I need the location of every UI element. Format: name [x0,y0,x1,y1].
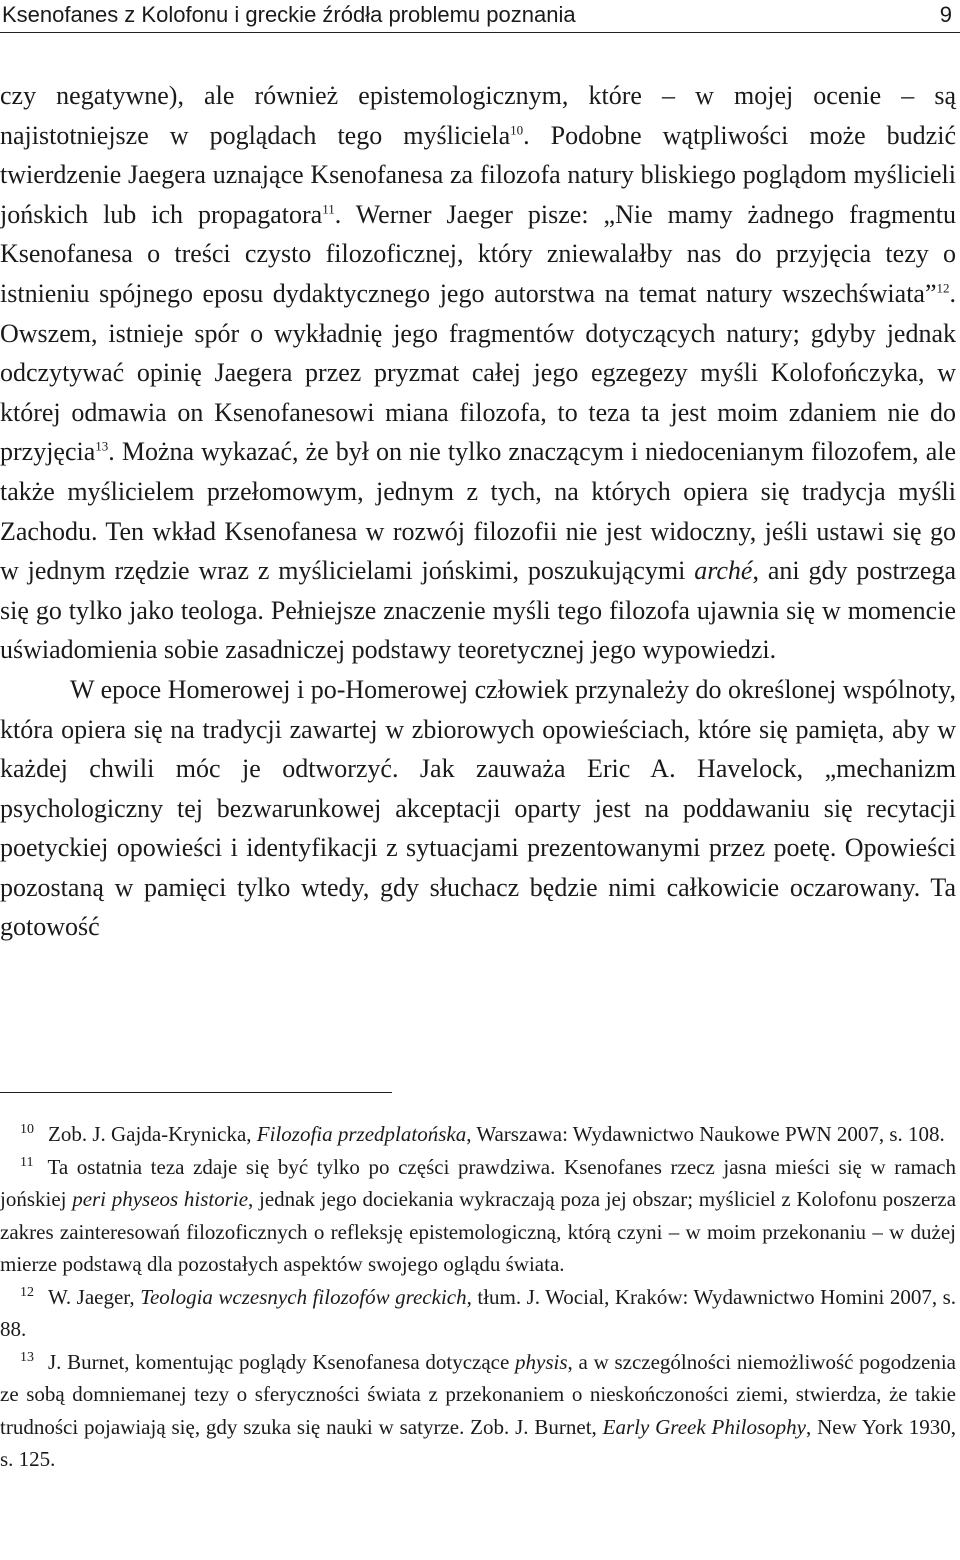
footnote: 10 Zob. J. Gajda-Krynicka, Filozofia przedplatońska, Warszawa: Wydawnictwo Naukowe PWN 2007, s. 108. [20,1122,945,1146]
footnote-text: , a w szczególności niemożliwość pogodzenia ze sobą domniemanej tezy o sferyczności świata z przekonaniem o nieskończoności ziemi, stwierdza, że takie trudności pojawiają się, gdy szuka się nauki w satyrze. Zob. J. Burnet, [0,1349,956,1439]
footnote: 12 W. Jaeger, Teologia wczesnych filozofów greckich, tłum. J. Wocial, Kraków: Wydawnictwo Homini 2007, s. 88. [0,1284,957,1341]
running-head [0,0,960,33]
footnote: 11 Ta ostatnia teza zdaje się być tylko po części prawdziwa. Ksenofanes rzecz jasna mieści się w ramach jońskiej peri physeos historie, jednak jego dociekania wykraczają poza jej obszar; myśliciel z Kolofonu poszerza zakres zainteresowań filozoficznych o refleksję epistemologiczną, którą czyni – w moim przekonaniu – w dużej mierze podstawą dla pozostałych aspektów swojego oglądu świata. [0,1154,957,1276]
footnote-text: Zob. J. Gajda-Krynicka, [48,1122,257,1146]
footnote-italic-text: Teologia wczesnych filozofów greckich [140,1284,467,1309]
paragraph [0,76,956,670]
footnote-italic-text: Early Greek Philosophy [602,1414,807,1439]
paragraph [0,670,956,947]
footnote: 13 J. Burnet, komentując poglądy Ksenofanesa dotyczące physis, a w szczególności niemożliwość pogodzenia ze sobą domniemanej tezy o sferyczności świata z przekonaniem o nieskończoności ziemi, stwierdza, że takie trudności pojawiają się, gdy szuka się nauki w satyrze. Zob. J. Burnet, Early Greek Philosophy, New York 1930, s. 125. [0,1349,956,1471]
paragraph-text: . Podobne wątpliwości może budzić twierdzenie Jaegera uznające Ksenofanesa za filozofa natury bliskiego poglądom myślicieli jońskich lub ich propagatora [0,120,956,229]
paragraph-text: . Można wykazać, że był on nie tylko znaczącym i niedocenianym filozofem, ale także myślicielem przełomowym, jednym z tych, na których opiera się tradycja myśli Zachodu. Ten wkład Ksenofanesa w rozwój filozofii nie jest widoczny, jeśli ustawi się go w jednym rzędzie wraz z myślicielami jońskimi, poszukującymi [0,437,956,586]
footnote-reference: 13 [95,438,109,454]
footnote-text: , jednak jego dociekania wykraczają poza jej obszar; myśliciel z Kolofonu poszerza zakres zainteresowań filozoficznych o refleksję epistemologiczną, którą czyni – w moim przekonaniu – w dużej mierze podstawą dla pozostałych aspektów swojego oglądu świata. [0,1187,957,1276]
paragraph-text: W epoce Homerowej i po-Homerowej człowiek przynależy do określonej wspólnoty, która opiera się na tradycji zawartej w zbiorowych opowieściach, które się pamięta, aby w każdej chwili móc je odtworzyć. Jak zauważa Eric A. Havelock, „mechanizm psychologiczny tej bezwarunkowej akceptacji oparty jest na poddawaniu się recytacji poetyckiej opowieści i identyfikacji z sytuacjami prezentowanymi przez poetę. Opowieści pozostaną w pamięci tylko wtedy, gdy słuchacz będzie nimi całkowicie oczarowany. Ta gotowość [0,674,956,942]
main-text [0,76,956,947]
footnote-text: , Warszawa: Wydawnictwo Naukowe PWN 2007, s. 108. [466,1122,945,1146]
footnote-reference: 11 [322,201,335,217]
footnote-text: Ta ostatnia teza zdaje się być tylko po części prawdziwa. Ksenofanes rzecz jasna mieści się w ramach jońskiej [0,1154,956,1211]
paragraph-text: . Owszem, istnieje spór o wykładnię jego fragmentów dotyczących natury; gdyby jednak odczytywać opinię Jaegera przez pryzmat całej jego egzegezy myśli Kolofończyka, w której odmawia on Ksenofanesowi miana filozofa, to teza ta jest moim zdaniem nie do przyjęcia [0,278,956,467]
footnote-text: J. Burnet, komentując poglądy Ksenofanesa dotyczące [48,1349,516,1374]
footnotes [0,1118,956,1476]
footnote-italic-text: physis [515,1349,568,1374]
footnote-italic-text: peri physeos historie [72,1187,249,1211]
footnote-text: , tłum. J. Wocial, Kraków: Wydawnictwo Homini 2007, s. 88. [0,1284,957,1341]
footnote-italic-text: Filozofia przedplatońska [256,1122,467,1146]
footnote-text: , New York 1930, s. 125. [0,1414,956,1471]
footnote-reference: 10 [510,121,524,137]
footnote-separator [0,1092,392,1093]
page-number: 9 [939,2,952,27]
paragraph-text: , ani gdy postrzega się go tylko jako teologa. Pełniejsze znaczenie myśli tego filozofa ujawnia się w momencie uświadomienia sobie zasadniczej podstawy teoretycznej jego wypowiedzi. [0,556,956,665]
footnote-reference: 12 [936,280,950,296]
paragraph-italic-text: arché [694,556,753,586]
paragraph-text: . Werner Jaeger pisze: „Nie mamy żadnego fragmentu Ksenofanesa o treści czysto filozoficznej, który zniewalałby nas do przyjęcia tezy o istnieniu spójnego eposu dydaktycznego jego autorstwa na temat natury wszechświata” [0,199,956,308]
running-head-title: Ksenofanes z Kolofonu i greckie źródła problemu poznania [2,2,576,27]
footnote-text: W. Jaeger, [48,1284,141,1309]
paragraph-text: czy negatywne), ale również epistemologicznym, które – w mojej ocenie – są najistotniejsze w poglądach tego myśliciela [0,81,956,150]
